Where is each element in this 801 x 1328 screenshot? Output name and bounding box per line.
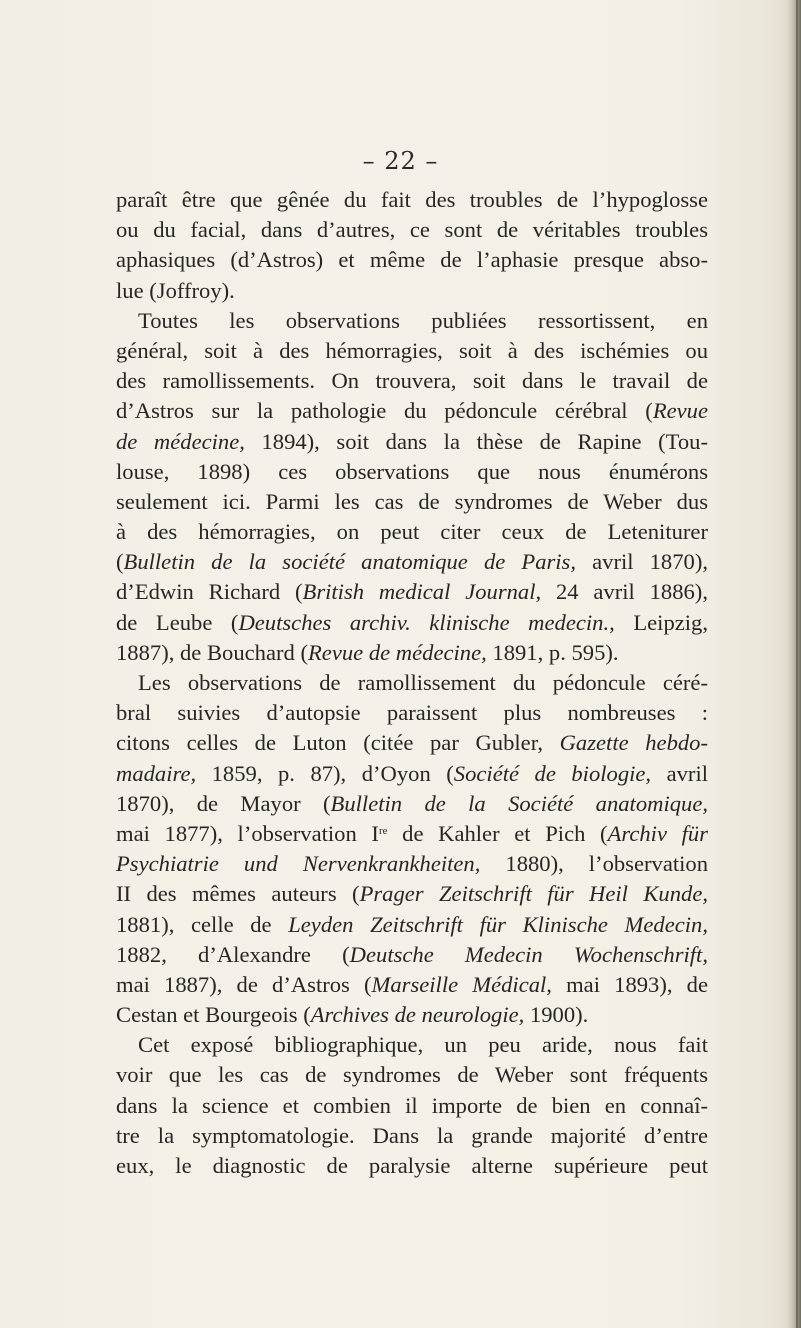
text-segment: 1891, p. 595). bbox=[486, 639, 619, 665]
text-segment: mai 1893), de bbox=[551, 971, 708, 997]
text-segment: 1894), soit dans la thèse de Rapine (Tou- bbox=[244, 428, 708, 454]
text-segment: voir que les cas de syndromes de Weber sont fréquents bbox=[116, 1062, 708, 1088]
text-segment: louse, 1898) ces observations que nous énumérons bbox=[116, 458, 708, 484]
text-segment: 24 avril 1886), bbox=[541, 579, 708, 605]
italic-citation: Psychiatrie und Nervenkrankheiten, bbox=[116, 851, 481, 877]
text-segment: ( bbox=[116, 549, 124, 575]
italic-citation: Archives de neurologie, bbox=[310, 1002, 525, 1028]
text-segment: avril 1870), bbox=[576, 549, 708, 575]
text-line bbox=[116, 970, 708, 1000]
italic-citation: Archiv für bbox=[607, 820, 709, 846]
text-segment: mai 1877), l’observation I bbox=[116, 820, 379, 846]
text-line bbox=[116, 1060, 708, 1090]
italic-citation: British medical Journal, bbox=[302, 579, 542, 605]
italic-citation: Deutsche Medecin Wochenschrift, bbox=[349, 941, 708, 967]
italic-citation: Prager Zeitschrift für Heil Kunde, bbox=[359, 881, 708, 907]
text-line bbox=[116, 366, 708, 396]
text-segment: 1880), l’observation bbox=[480, 851, 708, 877]
text-line bbox=[116, 638, 708, 668]
text-line bbox=[116, 1000, 708, 1030]
italic-citation: Leyden Zeitschrift für Klinische Medecin, bbox=[288, 911, 708, 937]
text-line bbox=[116, 547, 708, 577]
text-segment: bral suivies d’autopsie paraissent plus nombreuses : bbox=[116, 700, 708, 726]
text-segment: mai 1887), de d’Astros ( bbox=[116, 971, 372, 997]
text-segment: d’Edwin Richard ( bbox=[116, 579, 303, 605]
text-line bbox=[116, 1091, 708, 1121]
text-line bbox=[116, 577, 708, 607]
text-line bbox=[116, 819, 708, 849]
text-line bbox=[116, 245, 708, 275]
italic-citation: Revue bbox=[652, 398, 708, 424]
text-line bbox=[116, 276, 708, 306]
text-segment: paraît être que gênée du fait des troubles de l’hypoglosse bbox=[116, 187, 708, 212]
italic-citation: Société de biologie, bbox=[453, 760, 652, 786]
text-segment: 1887), de Bouchard ( bbox=[116, 639, 308, 665]
text-segment: Cet exposé bibliographique, un peu aride, nous fait bbox=[138, 1032, 708, 1058]
italic-citation: Marseille Médical, bbox=[371, 971, 552, 997]
text-segment: de Leube ( bbox=[116, 609, 239, 635]
text-segment: 1859, p. 87), d’Oyon ( bbox=[196, 760, 454, 786]
text-line bbox=[116, 487, 708, 517]
text-line bbox=[116, 910, 708, 940]
text-segment: citons celles de Luton (citée par Gubler, bbox=[116, 730, 560, 756]
text-line bbox=[116, 759, 708, 789]
text-line bbox=[116, 728, 708, 758]
text-segment: 1900). bbox=[524, 1002, 589, 1028]
italic-citation: Bulletin de la Société anatomique, bbox=[330, 790, 708, 816]
italic-citation: Gazette hebdo- bbox=[559, 730, 708, 756]
text-segment: avril bbox=[651, 760, 708, 786]
text-line bbox=[116, 608, 708, 638]
text-line bbox=[116, 306, 708, 336]
italic-citation: Revue de médecine, bbox=[308, 639, 487, 665]
text-line bbox=[116, 336, 708, 366]
text-line bbox=[116, 427, 708, 457]
text-segment: de Kahler et Pich ( bbox=[387, 820, 608, 846]
page-edge-shadow bbox=[787, 0, 801, 1328]
text-segment: 1870), de Mayor ( bbox=[116, 790, 331, 816]
text-line bbox=[116, 1121, 708, 1151]
body-text bbox=[116, 185, 708, 1181]
text-line bbox=[116, 668, 708, 698]
italic-citation: de médecine, bbox=[116, 428, 245, 454]
text-segment: 1882, d’Alexandre ( bbox=[116, 941, 350, 967]
text-segment: général, soit à des hémorragies, soit à des ischémies ou bbox=[116, 337, 708, 363]
text-line bbox=[116, 457, 708, 487]
text-line bbox=[116, 215, 708, 245]
page-number: – 22 – bbox=[362, 147, 439, 175]
text-line bbox=[116, 698, 708, 728]
italic-citation: Deutsches archiv. klinische medecin., bbox=[238, 609, 615, 635]
page-edge-line bbox=[796, 0, 798, 1328]
text-segment: dans la science et combien il importe de bien en connaî- bbox=[116, 1092, 708, 1118]
text-line bbox=[116, 1030, 708, 1060]
text-segment: tre la symptomatologie. Dans la grande majorité d’entre bbox=[116, 1122, 708, 1148]
italic-citation: madaire, bbox=[116, 760, 197, 786]
text-segment: seulement ici. Parmi les cas de syndromes de Weber dus bbox=[116, 488, 708, 514]
text-line bbox=[116, 849, 708, 879]
text-line bbox=[116, 396, 708, 426]
text-line bbox=[116, 185, 708, 215]
superscript: re bbox=[378, 824, 388, 837]
text-line bbox=[116, 517, 708, 547]
text-line bbox=[116, 1151, 708, 1181]
text-segment: aphasiques (d’Astros) et même de l’aphasie presque abso- bbox=[116, 247, 708, 273]
text-line bbox=[116, 940, 708, 970]
text-segment: Les observations de ramollissement du pédoncule céré- bbox=[138, 670, 708, 695]
text-segment: à des hémorragies, on peut citer ceux de Leteniturer bbox=[116, 519, 708, 545]
text-segment: Leipzig, bbox=[614, 609, 708, 635]
text-segment: d’Astros sur la pathologie du pédoncule cérébral ( bbox=[116, 398, 653, 424]
text-line bbox=[116, 789, 708, 819]
italic-citation: Bulletin de la société anatomique de Paris, bbox=[123, 549, 576, 575]
text-segment: lue (Joffroy). bbox=[116, 277, 235, 303]
text-segment: 1881), celle de bbox=[116, 911, 289, 937]
text-segment: des ramollissements. On trouvera, soit dans le travail de bbox=[116, 368, 708, 394]
text-segment: eux, le diagnostic de paralysie alterne supérieure peut bbox=[116, 1153, 708, 1178]
text-segment: Cestan et Bourgeois ( bbox=[116, 1002, 311, 1028]
text-segment: ou du facial, dans d’autres, ce sont de véritables troubles bbox=[116, 217, 708, 243]
text-segment: Toutes les observations publiées ressortissent, en bbox=[138, 307, 708, 333]
text-line bbox=[116, 879, 708, 909]
text-segment: II des mêmes auteurs ( bbox=[116, 881, 360, 907]
